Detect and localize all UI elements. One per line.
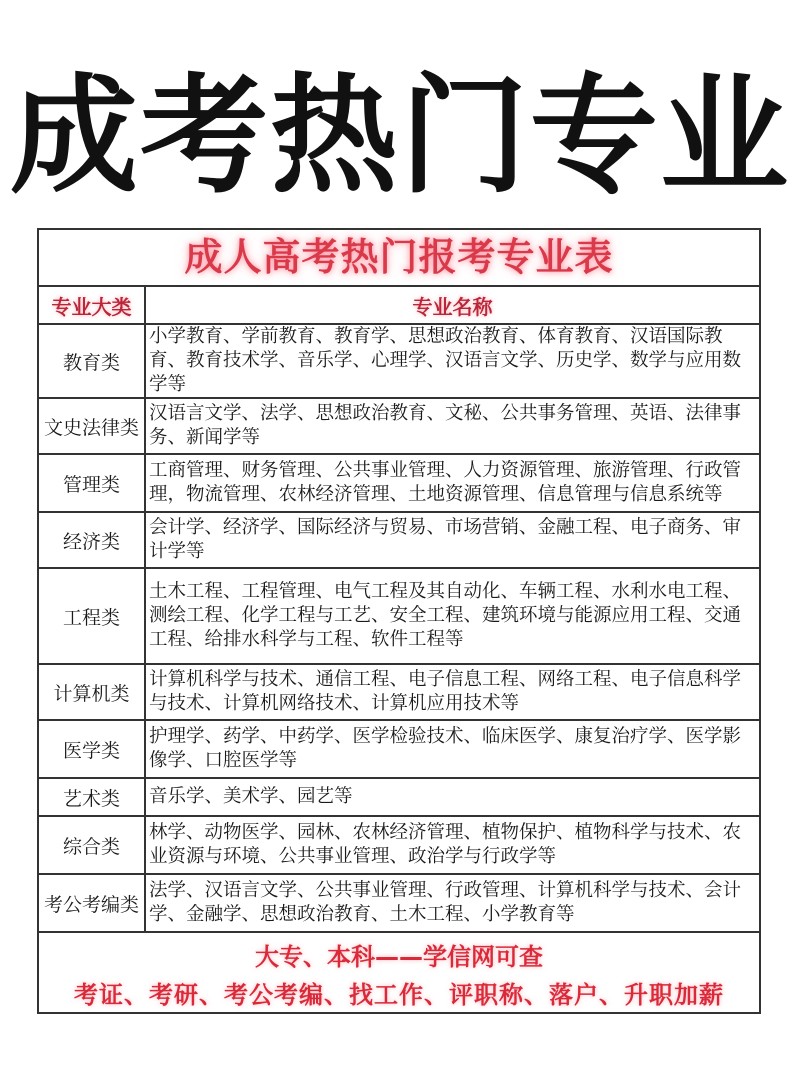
table-row (39, 398, 759, 454)
row-category-literature-law: 文史法律类 (39, 398, 145, 454)
row-category-management: 管理类 (39, 454, 145, 512)
row-category-civil-service: 考公考编类 (39, 874, 145, 932)
row-majors-computer: 计算机科学与技术、通信工程、电子信息工程、网络工程、电子信息科学与技术、计算机网络技术、计算机应用技术等 (145, 664, 759, 720)
row-category-economics: 经济类 (39, 512, 145, 568)
table-row (39, 454, 759, 512)
row-majors-engineering: 土木工程、工程管理、电气工程及其自动化、车辆工程、水利水电工程、测绘工程、化学工程与工艺、安全工程、建筑环境与能源应用工程、交通工程、给排水科学与工程、软件工程等 (145, 568, 759, 664)
majors-table-sheet (37, 228, 761, 1014)
row-majors-art: 音乐学、美术学、园艺等 (145, 778, 759, 816)
column-header-category: 专业大类 (39, 287, 145, 324)
row-majors-civil-service: 法学、汉语言文学、公共事业管理、行政管理、计算机科学与技术、会计学、金融学、思想政治教育、土木工程、小学教育等 (145, 874, 759, 932)
table-row (39, 778, 759, 816)
row-majors-education: 小学教育、学前教育、教育学、思想政治教育、体育教育、汉语国际教育、教育技术学、音乐学、心理学、汉语言文学、历史学、数学与应用数学等 (145, 324, 759, 398)
row-majors-comprehensive: 林学、动物医学、园林、农林经济管理、植物保护、植物科学与技术、农业资源与环境、公共事业管理、政治学与行政学等 (145, 816, 759, 874)
table-header-row (39, 287, 759, 324)
row-category-engineering: 工程类 (39, 568, 145, 664)
footer-benefits-note: 考证、考研、考公考编、找工作、评职称、落户、升职加薪 (74, 981, 724, 1009)
row-category-education: 教育类 (39, 324, 145, 398)
table-row (39, 512, 759, 568)
majors-table (39, 287, 759, 933)
table-title: 成人高考热门报考专业表 (39, 230, 759, 287)
row-majors-literature-law: 汉语言文学、法学、思想政治教育、文秘、公共事务管理、英语、法律事务、新闻学等 (145, 398, 759, 454)
row-majors-economics: 会计学、经济学、国际经济与贸易、市场营销、金融工程、电子商务、审计学等 (145, 512, 759, 568)
page-title: 成考热门专业 (9, 62, 790, 211)
table-footer (39, 933, 759, 1030)
table-row (39, 720, 759, 778)
row-category-art: 艺术类 (39, 778, 145, 816)
table-row (39, 816, 759, 874)
row-category-medicine: 医学类 (39, 720, 145, 778)
table-row (39, 568, 759, 664)
column-header-majors: 专业名称 (145, 287, 759, 324)
table-row (39, 874, 759, 932)
row-majors-medicine: 护理学、药学、中药学、医学检验技术、临床医学、康复治疗学、医学影像学、口腔医学等 (145, 720, 759, 778)
row-majors-management: 工商管理、财务管理、公共事业管理、人力资源管理、旅游管理、行政管理，物流管理、农林经济管理、土地资源管理、信息管理与信息系统等 (145, 454, 759, 512)
row-category-computer: 计算机类 (39, 664, 145, 720)
footer-verification-note: 大专、本科——学信网可查 (255, 943, 543, 971)
row-category-comprehensive: 综合类 (39, 816, 145, 874)
table-row (39, 324, 759, 398)
table-row (39, 664, 759, 720)
